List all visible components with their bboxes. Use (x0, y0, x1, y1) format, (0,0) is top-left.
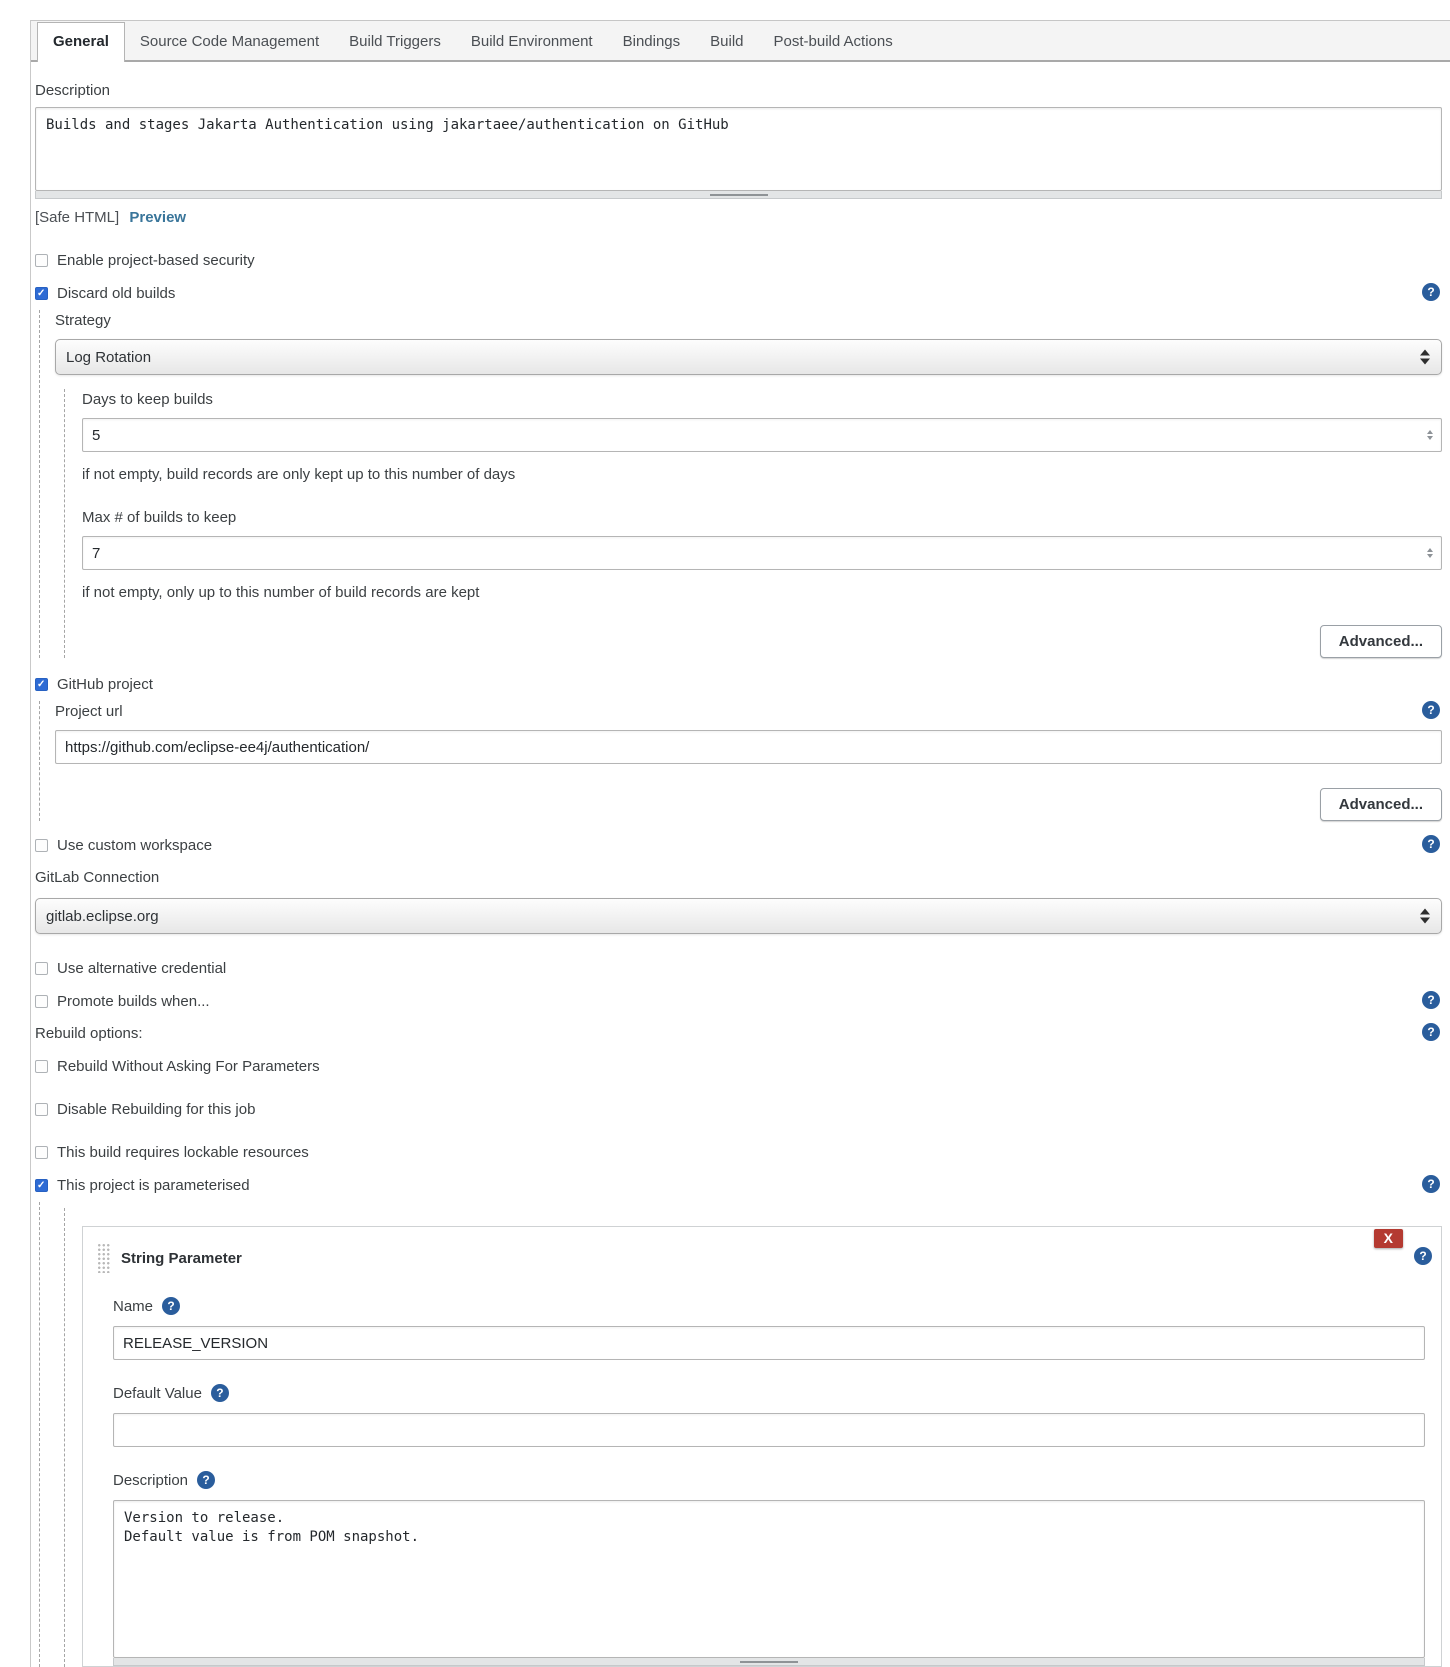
tab-post-build-actions[interactable]: Post-build Actions (773, 33, 893, 50)
description-resize-handle[interactable] (35, 191, 1442, 199)
help-icon[interactable]: ? (1422, 1175, 1440, 1193)
parameter-name-field (113, 1326, 1425, 1360)
help-icon[interactable]: ? (162, 1297, 180, 1315)
gitlab-connection-row (35, 869, 1442, 886)
number-spinner-icon[interactable] (1427, 430, 1433, 440)
string-parameter-block (82, 1226, 1442, 1667)
help-icon[interactable]: ? (1422, 1023, 1440, 1041)
project-url-input[interactable] (55, 730, 1442, 764)
parameter-default-input[interactable] (113, 1413, 1425, 1447)
days-to-keep-field (82, 418, 1442, 452)
row-rebuild-without-asking (35, 1058, 1442, 1075)
resize-grip-icon (740, 1661, 798, 1663)
tab-bindings[interactable]: Bindings (622, 33, 681, 50)
discard-old-builds-label[interactable]: Discard old builds (57, 285, 176, 302)
checkbox-enable-project-security[interactable] (35, 254, 48, 267)
promote-builds-label[interactable]: Promote builds when... (57, 993, 210, 1010)
safe-html-label: [Safe HTML] (35, 209, 120, 226)
checkbox-project-parameterised[interactable] (35, 1179, 48, 1192)
parameter-name-input[interactable] (113, 1326, 1425, 1360)
gitlab-connection-label: GitLab Connection (35, 869, 160, 886)
parameters-section (39, 1202, 1442, 1667)
tab-build-environment[interactable]: Build Environment (470, 33, 593, 50)
log-rotation-section (64, 389, 1442, 658)
help-icon[interactable]: ? (1422, 283, 1440, 301)
days-to-keep-hint: if not empty, build records are only kept up to this number of days (82, 466, 516, 483)
github-project-label[interactable]: GitHub project (57, 676, 153, 693)
string-parameter-title: String Parameter (121, 1249, 242, 1267)
use-custom-workspace-label[interactable]: Use custom workspace (57, 837, 213, 854)
description-textarea[interactable] (35, 107, 1442, 191)
parameter-description-resize-handle[interactable] (113, 1658, 1425, 1666)
parameter-description-label: Description (113, 1471, 189, 1489)
row-lockable-resources (35, 1144, 1442, 1161)
number-spinner-icon[interactable] (1427, 548, 1433, 558)
rebuild-options-row (35, 1025, 1442, 1042)
project-url-field (55, 730, 1442, 764)
checkbox-discard-old-builds[interactable] (35, 287, 48, 300)
strategy-select-value: Log Rotation (66, 348, 152, 366)
row-disable-rebuilding (35, 1101, 1442, 1118)
strategy-select[interactable] (55, 339, 1442, 375)
parameter-default-label: Default Value (113, 1384, 202, 1402)
max-builds-hint: if not empty, only up to this number of build records are kept (82, 584, 480, 601)
rebuild-options-label: Rebuild options: (35, 1025, 143, 1042)
help-icon[interactable]: ? (197, 1471, 215, 1489)
help-icon[interactable]: ? (211, 1384, 229, 1402)
checkbox-use-alternative-credential[interactable] (35, 962, 48, 975)
preview-link[interactable]: Preview (129, 209, 187, 226)
description-label: Description (35, 82, 111, 99)
gitlab-connection-value: gitlab.eclipse.org (46, 907, 159, 925)
row-use-alternative-credential (35, 960, 1442, 977)
max-builds-input[interactable] (82, 536, 1442, 570)
max-builds-label: Max # of builds to keep (82, 509, 237, 526)
config-tabbar (31, 20, 1450, 62)
advanced-button[interactable]: Advanced... (1320, 788, 1442, 821)
tab-general[interactable]: General (37, 22, 125, 62)
help-icon[interactable]: ? (1414, 1247, 1432, 1265)
remove-parameter-button[interactable]: X (1374, 1229, 1403, 1248)
project-parameterised-label[interactable]: This project is parameterised (57, 1177, 250, 1194)
checkbox-disable-rebuilding[interactable] (35, 1103, 48, 1116)
safe-html-row (35, 209, 1442, 226)
days-to-keep-label: Days to keep builds (82, 391, 213, 408)
gitlab-connection-select[interactable] (35, 898, 1442, 934)
select-arrows-icon (1420, 909, 1430, 924)
jenkins-job-config-page (30, 20, 1450, 1667)
row-project-parameterised (35, 1177, 1442, 1194)
checkbox-lockable-resources[interactable] (35, 1146, 48, 1159)
discard-old-builds-section (39, 310, 1442, 658)
help-icon[interactable]: ? (1422, 701, 1440, 719)
checkbox-rebuild-without-asking[interactable] (35, 1060, 48, 1073)
row-use-custom-workspace (35, 837, 1442, 854)
checkbox-use-custom-workspace[interactable] (35, 839, 48, 852)
use-alternative-credential-label[interactable]: Use alternative credential (57, 960, 227, 977)
tab-build[interactable]: Build (710, 33, 744, 50)
select-arrows-icon (1420, 350, 1430, 365)
parameter-default-field (113, 1413, 1425, 1447)
row-github-project (35, 676, 1442, 693)
max-builds-field (82, 536, 1442, 570)
drag-handle-icon[interactable] (97, 1243, 111, 1273)
strategy-label: Strategy (55, 312, 111, 329)
checkbox-promote-builds[interactable] (35, 995, 48, 1008)
help-icon[interactable]: ? (1422, 991, 1440, 1009)
days-to-keep-input[interactable] (82, 418, 1442, 452)
checkbox-github-project[interactable] (35, 678, 48, 691)
parameter-name-label: Name (113, 1297, 154, 1315)
tab-source-code-management[interactable]: Source Code Management (139, 33, 320, 50)
disable-rebuilding-label[interactable]: Disable Rebuilding for this job (57, 1101, 256, 1118)
row-promote-builds (35, 993, 1442, 1010)
help-icon[interactable]: ? (1422, 835, 1440, 853)
project-url-label: Project url (55, 703, 123, 720)
row-discard-old-builds (35, 285, 1442, 302)
tab-build-triggers[interactable]: Build Triggers (349, 33, 441, 50)
advanced-button[interactable]: Advanced... (1320, 625, 1442, 658)
parameter-description-textarea[interactable] (113, 1500, 1425, 1658)
github-project-section (39, 701, 1442, 821)
enable-project-security-label[interactable]: Enable project-based security (57, 252, 255, 269)
resize-grip-icon (710, 194, 768, 196)
rebuild-without-asking-label[interactable]: Rebuild Without Asking For Parameters (57, 1058, 320, 1075)
lockable-resources-label[interactable]: This build requires lockable resources (57, 1144, 309, 1161)
row-enable-project-security (35, 252, 1442, 269)
